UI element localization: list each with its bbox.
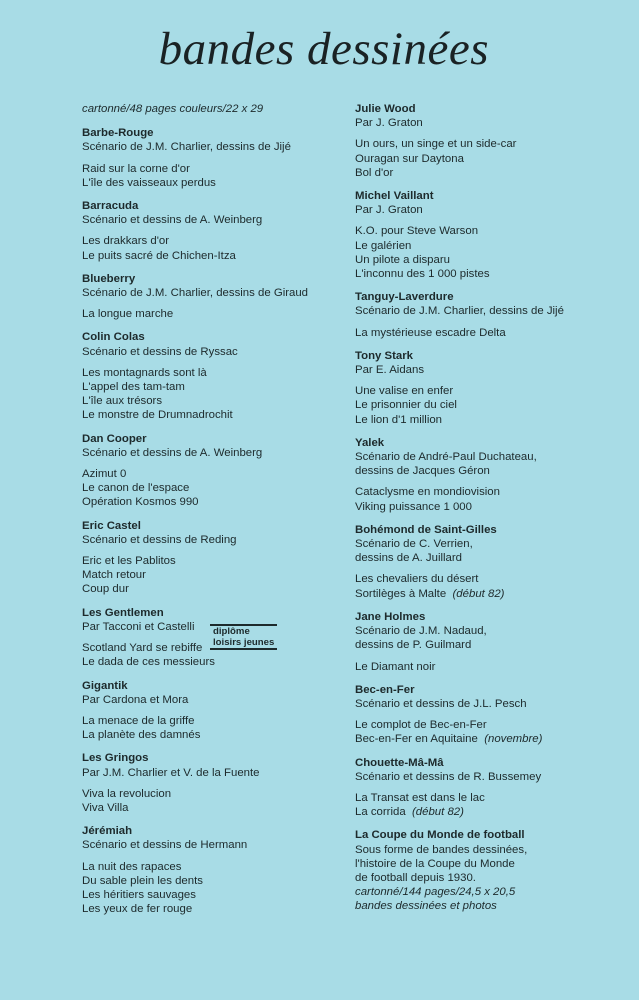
album-title-text: Raid sur la corne d'or bbox=[82, 162, 190, 175]
release-note: (début 82) bbox=[452, 587, 505, 600]
entry-name: Les Gentlemen bbox=[82, 606, 164, 619]
album-title bbox=[355, 660, 625, 674]
right-column bbox=[355, 102, 625, 923]
credit-line: Scénario de André-Paul Duchateau, bbox=[355, 451, 537, 464]
series-entry bbox=[82, 272, 342, 322]
entry-name: Blueberry bbox=[82, 272, 136, 285]
album-title bbox=[355, 500, 625, 514]
credit-line: Scénario de J.M. Nadaud, bbox=[355, 625, 487, 638]
album-title bbox=[82, 307, 342, 321]
entry-name: Julie Wood bbox=[355, 103, 416, 115]
album-title-text: Le galérien bbox=[355, 239, 412, 252]
album-title bbox=[82, 467, 342, 481]
album-title-text: L'île aux trésors bbox=[82, 395, 163, 408]
description-line: Sous forme de bandes dessinées, bbox=[355, 843, 528, 856]
album-title bbox=[82, 234, 342, 248]
album-title-text: Ouragan sur Daytona bbox=[355, 152, 464, 165]
album-title bbox=[82, 860, 342, 874]
album-title-text: Azimut 0 bbox=[82, 468, 127, 481]
album-titles bbox=[355, 718, 625, 746]
album-title bbox=[355, 239, 625, 253]
credit-line: Scénario et dessins de A. Weinberg bbox=[82, 214, 263, 227]
series-entry bbox=[82, 519, 342, 597]
album-title-text: Le monstre de Drumnadrochit bbox=[82, 409, 233, 422]
series-entry bbox=[355, 683, 625, 747]
credit-line: Scénario de J.M. Charlier, dessins de Jijé bbox=[355, 305, 564, 318]
credit-line: Scénario et dessins de Reding bbox=[82, 533, 237, 546]
album-title-text: Les montagnards sont là bbox=[82, 366, 207, 379]
description-line: l'histoire de la Coupe du Monde bbox=[355, 857, 515, 870]
album-title bbox=[355, 326, 625, 340]
album-titles bbox=[355, 137, 625, 180]
album-title-text: L'inconnu des 1 000 pistes bbox=[355, 268, 490, 281]
album-title-text: Le dada de ces messieurs bbox=[82, 656, 215, 669]
release-note: (novembre) bbox=[484, 733, 543, 746]
album-title bbox=[82, 408, 342, 422]
page-title: bandes dessinées bbox=[158, 23, 489, 75]
credit-line: dessins de P. Guilmard bbox=[355, 639, 472, 652]
credit-line: dessins de Jacques Géron bbox=[355, 465, 490, 478]
album-title bbox=[82, 728, 342, 742]
album-title bbox=[82, 380, 342, 394]
entry-name: Barracuda bbox=[82, 200, 139, 213]
credit-line: Par Cardona et Mora bbox=[82, 693, 189, 706]
album-title bbox=[355, 805, 625, 819]
series-entry bbox=[355, 349, 625, 427]
entry-name: Tanguy-Laverdure bbox=[355, 291, 454, 304]
credit-line: Scénario et dessins de Ryssac bbox=[82, 345, 238, 358]
album-titles bbox=[82, 860, 342, 917]
credit-line: Scénario et dessins de Hermann bbox=[82, 839, 248, 852]
entry-name: Colin Colas bbox=[82, 331, 145, 344]
credit-line: Scénario de C. Verrien, bbox=[355, 538, 473, 551]
album-title bbox=[355, 253, 625, 267]
entry-name: Gigantik bbox=[82, 679, 128, 692]
entry-name: Michel Vaillant bbox=[355, 190, 434, 203]
album-title-text: La mystérieuse escadre Delta bbox=[355, 326, 506, 339]
badge-line-1: diplôme bbox=[213, 626, 250, 637]
final-entry bbox=[355, 828, 625, 913]
album-title bbox=[355, 718, 625, 732]
album-title bbox=[82, 394, 342, 408]
album-title bbox=[82, 888, 342, 902]
credit-line: Par Tacconi et Castelli bbox=[82, 620, 195, 633]
series-entry bbox=[82, 330, 342, 422]
series-entry bbox=[355, 523, 625, 601]
album-title-text: Sortilèges à Malte bbox=[355, 587, 447, 600]
entry-name: Bohémond de Saint-Gilles bbox=[355, 523, 497, 536]
album-titles bbox=[82, 234, 342, 262]
description-line: de football depuis 1930. bbox=[355, 871, 476, 884]
credit-line: dessins de A. Juillard bbox=[355, 552, 463, 565]
album-title bbox=[82, 568, 342, 582]
album-title-text: Match retour bbox=[82, 569, 146, 582]
album-title-text: Les drakkars d'or bbox=[82, 235, 170, 248]
album-title-text: L'île des vaisseaux perdus bbox=[82, 176, 216, 189]
album-title-text: La nuit des rapaces bbox=[82, 860, 182, 873]
credit-line: Scénario et dessins de A. Weinberg bbox=[82, 446, 263, 459]
album-title-text: Les chevaliers du désert bbox=[355, 573, 479, 586]
album-title-text: Viva la revolucion bbox=[82, 787, 172, 800]
series-entry bbox=[82, 679, 342, 743]
album-title-text: Le puits sacré de Chichen-Itza bbox=[82, 249, 236, 262]
album-title-text: La Transat est dans le lac bbox=[355, 791, 485, 804]
album-title bbox=[355, 732, 625, 746]
album-title-text: Le lion d'1 million bbox=[355, 413, 443, 426]
album-title-text: Cataclysme en mondiovision bbox=[355, 486, 500, 499]
album-titles bbox=[82, 366, 342, 423]
entry-name: Dan Cooper bbox=[82, 432, 147, 445]
album-title bbox=[82, 162, 342, 176]
credit-line: Par E. Aidans bbox=[355, 364, 425, 377]
album-title bbox=[82, 366, 342, 380]
album-title bbox=[355, 137, 625, 151]
album-title bbox=[355, 166, 625, 180]
album-title bbox=[82, 495, 342, 509]
credit-line: Scénario de J.M. Charlier, dessins de Giraud bbox=[82, 287, 309, 300]
album-title-text: Viking puissance 1 000 bbox=[355, 500, 472, 513]
album-title-text: K.O. pour Steve Warson bbox=[355, 225, 479, 238]
album-titles bbox=[82, 162, 342, 190]
album-title bbox=[355, 267, 625, 281]
credit-line: Par J.M. Charlier et V. de la Fuente bbox=[82, 766, 260, 779]
format-line: bandes dessinées et photos bbox=[355, 900, 497, 913]
album-title-text: La corrida bbox=[355, 806, 406, 819]
credit-line: Scénario et dessins de R. Bussemey bbox=[355, 770, 542, 783]
album-title bbox=[82, 655, 342, 669]
album-title bbox=[355, 384, 625, 398]
album-titles bbox=[355, 326, 625, 340]
album-titles bbox=[355, 224, 625, 281]
album-title bbox=[355, 587, 625, 601]
album-title-text: Les héritiers sauvages bbox=[82, 888, 196, 901]
album-title-text: Un ours, un singe et un side-car bbox=[355, 138, 517, 151]
series-entry bbox=[82, 126, 342, 190]
album-title bbox=[355, 224, 625, 238]
album-title-text: Coup dur bbox=[82, 583, 129, 596]
album-titles bbox=[355, 791, 625, 819]
album-title bbox=[355, 152, 625, 166]
credit-line: Par J. Graton bbox=[355, 204, 423, 217]
format-note: cartonné/48 pages couleurs/22 x 29 bbox=[82, 103, 264, 115]
series-entry bbox=[355, 610, 625, 674]
album-title-text: Le prisonnier du ciel bbox=[355, 399, 457, 412]
entry-name: Bec-en-Fer bbox=[355, 683, 415, 696]
series-entry bbox=[82, 432, 342, 510]
album-title bbox=[82, 481, 342, 495]
album-title bbox=[82, 714, 342, 728]
album-title bbox=[355, 791, 625, 805]
album-title-text: Eric et les Pablitos bbox=[82, 555, 176, 568]
album-titles bbox=[355, 485, 625, 513]
release-note: (début 82) bbox=[412, 806, 464, 819]
badge-line-2: loisirs jeunes bbox=[213, 637, 275, 648]
series-entry bbox=[355, 102, 625, 180]
album-titles bbox=[82, 714, 342, 742]
album-title bbox=[82, 249, 342, 263]
album-title bbox=[355, 485, 625, 499]
album-title-text: L'appel des tam-tam bbox=[82, 381, 185, 394]
album-title bbox=[82, 582, 342, 596]
album-title bbox=[82, 554, 342, 568]
album-title bbox=[355, 572, 625, 586]
album-title-text: La planète des damnés bbox=[82, 729, 201, 742]
entry-name: Chouette-Mâ-Mâ bbox=[355, 756, 444, 769]
album-title bbox=[82, 801, 342, 815]
format-line: cartonné/144 pages/24,5 x 20,5 bbox=[355, 886, 516, 899]
entry-name: La Coupe du Monde de football bbox=[355, 829, 525, 842]
series-entry bbox=[355, 290, 625, 340]
album-title-text: Viva Villa bbox=[82, 801, 129, 814]
album-title bbox=[82, 874, 342, 888]
album-title-text: La menace de la griffe bbox=[82, 714, 195, 727]
album-title-text: Un pilote a disparu bbox=[355, 253, 450, 266]
diplome-badge bbox=[210, 624, 277, 650]
album-title-text: Du sable plein les dents bbox=[82, 874, 203, 887]
entry-name: Les Gringos bbox=[82, 752, 149, 765]
series-entry bbox=[355, 756, 625, 820]
entry-name: Tony Stark bbox=[355, 349, 414, 362]
album-title-text: Scotland Yard se rebiffe bbox=[82, 642, 203, 655]
album-titles bbox=[355, 572, 625, 600]
album-title-text: Opération Kosmos 990 bbox=[82, 496, 199, 509]
credit-line: Scénario de J.M. Charlier, dessins de Jijé bbox=[82, 141, 291, 154]
credit-line: Scénario et dessins de J.L. Pesch bbox=[355, 697, 527, 710]
album-title-text: La longue marche bbox=[82, 308, 174, 321]
album-title-text: Les yeux de fer rouge bbox=[82, 903, 193, 916]
album-titles bbox=[82, 307, 342, 321]
album-title bbox=[355, 398, 625, 412]
series-entry bbox=[82, 824, 342, 916]
album-title-text: Bec-en-Fer en Aquitaine bbox=[355, 733, 478, 746]
album-title bbox=[82, 902, 342, 916]
series-entry bbox=[355, 436, 625, 514]
album-titles bbox=[355, 660, 625, 674]
album-title-text: Le complot de Bec-en-Fer bbox=[355, 719, 487, 732]
album-title-text: Le Diamant noir bbox=[355, 660, 436, 673]
left-column bbox=[82, 102, 342, 925]
album-title bbox=[82, 787, 342, 801]
album-titles bbox=[82, 554, 342, 597]
entry-name: Jérémiah bbox=[82, 825, 133, 838]
album-title-text: Bol d'or bbox=[355, 166, 394, 179]
album-titles bbox=[355, 384, 625, 427]
album-title-text: Le canon de l'espace bbox=[82, 482, 190, 495]
entry-name: Jane Holmes bbox=[355, 610, 426, 623]
series-entry bbox=[82, 751, 342, 815]
entry-name: Barbe-Rouge bbox=[82, 127, 154, 140]
series-entry bbox=[355, 189, 625, 281]
album-title bbox=[82, 176, 342, 190]
series-entry bbox=[82, 199, 342, 263]
credit-line: Par J. Graton bbox=[355, 117, 423, 130]
album-titles bbox=[82, 467, 342, 510]
album-title-text: Une valise en enfer bbox=[355, 385, 454, 398]
entry-name: Yalek bbox=[355, 436, 385, 449]
album-titles bbox=[82, 787, 342, 815]
entry-name: Eric Castel bbox=[82, 519, 141, 532]
album-title bbox=[355, 413, 625, 427]
